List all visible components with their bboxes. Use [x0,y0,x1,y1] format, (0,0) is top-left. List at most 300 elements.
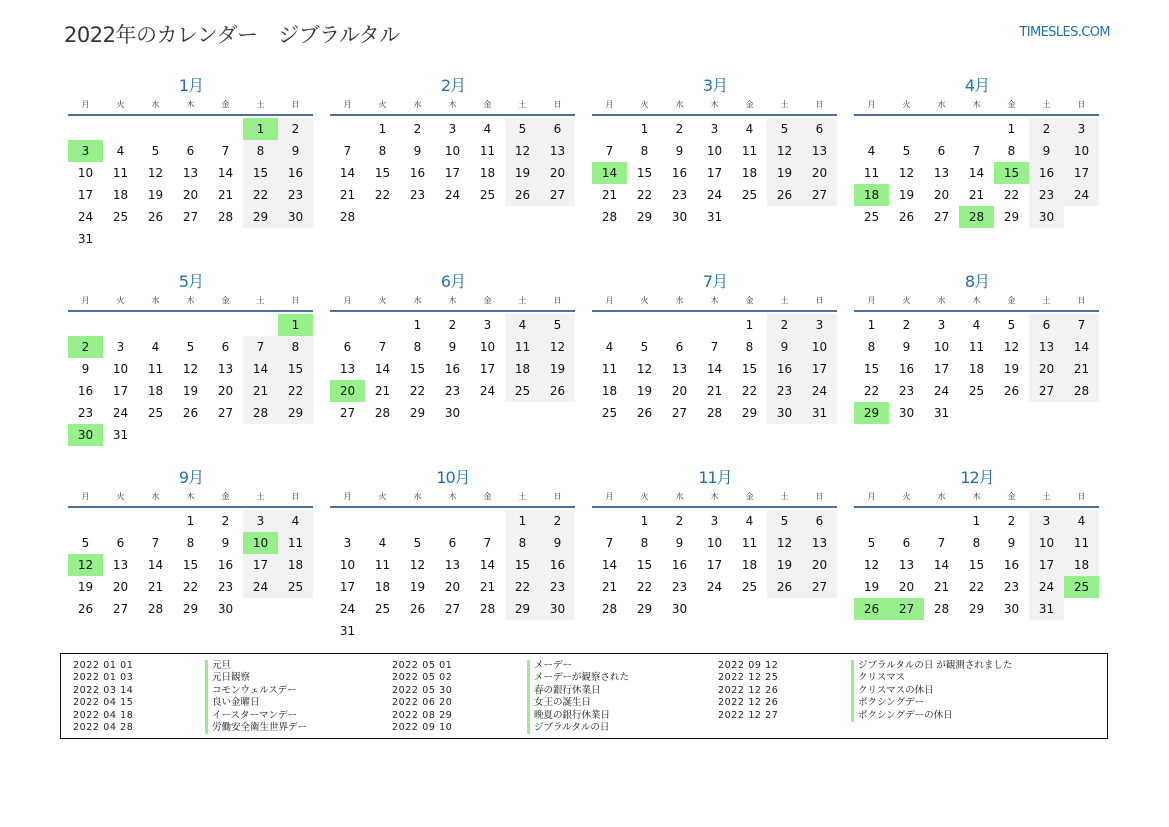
day-cell: 5 [81,536,90,550]
day-cell: 3 [1064,118,1099,140]
day-cell: 22 [505,576,540,598]
weekday-label: 月 [343,100,352,109]
header-divider [330,506,575,508]
day-cell: 14 [592,162,627,184]
day-cell: 27 [339,406,356,420]
day-cell: 25 [479,188,496,202]
day-cell: 24 [444,188,461,202]
header-divider [68,310,313,312]
weekday-header [592,490,838,504]
day-cell: 19 [540,358,575,380]
day-cell: 31 [112,428,129,442]
day-cell: 17 [112,384,129,398]
day-cell: 21 [601,580,618,594]
day-cell: 5 [540,314,575,336]
day-cell: 23 [444,384,461,398]
empty-cell [173,314,208,336]
holiday-date: 2022 09 12 [718,660,779,671]
weekday-label: 土 [256,492,265,501]
day-cell: 18 [505,358,540,380]
day-cell: 13 [802,140,837,162]
weekday-label: 木 [448,100,457,109]
day-cell: 16 [671,166,688,180]
day-cell: 11 [147,362,164,376]
month-title: 12月 [960,468,994,487]
empty-cell [924,118,959,140]
holiday-name: 元旦 [205,660,307,672]
day-cell: 3 [1029,510,1064,532]
weekday-label: 月 [343,296,352,305]
day-cell: 14 [479,558,496,572]
brand-logo[interactable]: TIMESLES.COM [1019,25,1110,40]
day-cell: 23 [1003,580,1020,594]
day-cell: 31 [77,232,94,246]
holiday-dates-column [392,660,452,734]
day-cell: 3 [937,318,946,332]
empty-cell [592,118,627,140]
day-cell: 10 [706,144,723,158]
weekday-label: 火 [640,100,649,109]
day-cell: 8 [640,144,649,158]
day-cell: 9 [675,536,684,550]
holiday-names-column [205,660,307,734]
weekday-label: 木 [186,296,195,305]
weekday-label: 金 [745,100,754,109]
day-cell: 7 [937,536,946,550]
day-cell: 28 [147,602,164,616]
day-cell: 15 [636,558,653,572]
empty-cell [697,314,732,336]
day-cell: 18 [374,580,391,594]
day-cell: 9 [413,144,422,158]
holiday-date: 2022 05 30 [392,684,453,696]
day-cell: 13 [933,166,950,180]
day-cell: 17 [479,362,496,376]
day-cell: 10 [339,558,356,572]
day-cell: 30 [278,206,313,228]
day-cell: 15 [374,166,391,180]
weekday-label: 火 [116,492,125,501]
holiday-date: 2022 12 26 [718,697,779,709]
holiday-date: 2022 05 02 [392,672,453,684]
month-title: 1月 [178,76,204,95]
day-cell: 6 [448,536,457,550]
day-cell: 11 [741,536,758,550]
day-cell: 30 [767,402,802,424]
day-cell: 27 [889,598,924,620]
day-cell: 2 [1007,514,1016,528]
empty-cell [208,118,243,140]
holiday-date: 2022 04 15 [73,697,134,709]
holiday-name: コモンウェルスデー [205,685,307,697]
day-cell: 30 [1003,602,1020,616]
holiday-name: 春の銀行休業日 [527,685,629,697]
days-grid [330,510,576,642]
calendar-grid [68,74,1102,662]
month-calendar [330,74,576,270]
day-cell: 4 [116,144,125,158]
empty-cell [330,510,365,532]
page-title: 2022年のカレンダー ジブラルタル [64,23,400,47]
day-cell: 10 [1029,532,1064,554]
holiday-name: ジブラルタルの日 [527,722,629,734]
day-cell: 25 [147,406,164,420]
weekday-label: 土 [256,100,265,109]
day-cell: 20 [802,554,837,576]
day-cell: 21 [339,188,356,202]
day-cell: 9 [221,536,230,550]
day-cell: 4 [483,122,492,136]
header-divider [592,310,837,312]
weekday-label: 月 [81,100,90,109]
weekday-label: 月 [867,296,876,305]
day-cell: 11 [968,340,985,354]
holiday-name: メーデーが観察された [527,672,629,684]
day-cell: 8 [413,340,422,354]
weekday-label: 土 [1042,100,1051,109]
day-cell: 12 [636,362,653,376]
weekday-label: 金 [483,100,492,109]
month-title: 3月 [702,76,728,95]
holiday-name: ボクシングデーの休日 [851,710,1012,722]
day-cell: 18 [854,184,889,206]
weekday-label: 木 [972,492,981,501]
header-divider [330,114,575,116]
day-cell: 2 [675,122,684,136]
weekday-label: 木 [448,296,457,305]
day-cell: 4 [278,510,313,532]
weekday-label: 金 [221,100,230,109]
day-cell: 3 [116,340,125,354]
weekday-header [68,294,314,308]
day-cell: 29 [854,402,889,424]
day-cell: 29 [409,406,426,420]
day-cell: 17 [77,188,94,202]
day-cell: 12 [68,554,103,576]
day-cell: 25 [278,576,313,598]
day-cell: 26 [898,210,915,224]
day-cell: 24 [479,384,496,398]
day-cell: 26 [77,602,94,616]
day-cell: 4 [1064,510,1099,532]
day-cell: 20 [112,580,129,594]
holiday-date: 2022 05 01 [392,660,453,671]
weekday-label: 金 [221,296,230,305]
day-cell: 31 [339,624,356,638]
day-cell: 6 [937,144,946,158]
day-cell: 2 [675,514,684,528]
day-cell: 7 [710,340,719,354]
day-cell: 26 [854,598,889,620]
day-cell: 30 [671,210,688,224]
day-cell: 12 [767,532,802,554]
month-calendar [592,466,838,662]
day-cell: 6 [116,536,125,550]
day-cell: 29 [505,598,540,620]
day-cell: 2 [1029,118,1064,140]
weekday-label: 日 [815,100,824,109]
day-cell: 12 [147,166,164,180]
day-cell: 18 [741,558,758,572]
day-cell: 17 [243,554,278,576]
day-cell: 6 [540,118,575,140]
weekday-label: 日 [1077,100,1086,109]
day-cell: 18 [479,166,496,180]
empty-cell [68,510,103,532]
day-cell: 7 [221,144,230,158]
day-cell: 8 [505,532,540,554]
day-cell: 14 [1064,336,1099,358]
day-cell: 6 [675,340,684,354]
day-cell: 9 [278,140,313,162]
day-cell: 19 [767,162,802,184]
day-cell: 9 [1029,140,1064,162]
day-cell: 28 [959,206,994,228]
day-cell: 1 [972,514,981,528]
day-cell: 9 [1007,536,1016,550]
day-cell: 20 [182,188,199,202]
weekday-label: 日 [1077,492,1086,501]
holiday-names-column [851,660,1012,722]
day-cell: 29 [1003,210,1020,224]
day-cell: 21 [968,188,985,202]
days-grid [68,118,314,250]
day-cell: 15 [741,362,758,376]
day-cell: 1 [640,122,649,136]
day-cell: 22 [374,188,391,202]
weekday-label: 金 [1007,100,1016,109]
day-cell: 20 [217,384,234,398]
weekday-label: 火 [640,296,649,305]
weekday-label: 日 [1077,296,1086,305]
weekday-label: 木 [448,492,457,501]
holiday-name: ジブラルタルの日 が観測されました [851,660,1012,672]
day-cell: 12 [898,166,915,180]
day-cell: 24 [933,384,950,398]
day-cell: 22 [278,380,313,402]
holiday-dates-column [73,660,133,734]
day-cell: 2 [767,314,802,336]
day-cell: 21 [933,580,950,594]
day-cell: 16 [767,358,802,380]
empty-cell [470,510,505,532]
day-cell: 10 [444,144,461,158]
day-cell: 11 [1064,532,1099,554]
day-cell: 22 [243,184,278,206]
day-cell: 16 [1029,162,1064,184]
weekday-header [854,294,1100,308]
month-calendar [592,270,838,466]
day-cell: 15 [182,558,199,572]
month-title: 7月 [702,272,728,291]
weekday-label: 火 [640,492,649,501]
day-cell: 15 [243,162,278,184]
day-cell: 4 [745,122,754,136]
weekday-label: 金 [483,492,492,501]
day-cell: 20 [540,162,575,184]
header-divider [592,506,837,508]
month-calendar [854,74,1100,270]
day-cell: 3 [710,122,719,136]
weekday-label: 火 [902,492,911,501]
weekday-label: 土 [780,296,789,305]
day-cell: 22 [1003,188,1020,202]
day-cell: 16 [217,558,234,572]
header-divider [68,114,313,116]
day-cell: 4 [505,314,540,336]
day-cell: 6 [221,340,230,354]
day-cell: 8 [186,536,195,550]
month-calendar [592,74,838,270]
day-cell: 23 [1029,184,1064,206]
day-cell: 24 [243,576,278,598]
day-cell: 27 [671,406,688,420]
day-cell: 4 [605,340,614,354]
day-cell: 17 [444,166,461,180]
day-cell: 10 [933,340,950,354]
weekday-label: 土 [780,492,789,501]
day-cell: 30 [898,406,915,420]
day-cell: 25 [968,384,985,398]
empty-cell [138,510,173,532]
weekday-label: 水 [151,296,160,305]
day-cell: 10 [479,340,496,354]
day-cell: 19 [409,580,426,594]
weekday-label: 月 [605,100,614,109]
month-title: 5月 [178,272,204,291]
empty-cell [959,118,994,140]
weekday-label: 月 [867,100,876,109]
day-cell: 12 [767,140,802,162]
day-cell: 26 [767,184,802,206]
day-cell: 18 [741,166,758,180]
day-cell: 19 [767,554,802,576]
day-cell: 18 [601,384,618,398]
day-cell: 29 [182,602,199,616]
holiday-list [60,653,1108,739]
day-cell: 8 [745,340,754,354]
day-cell: 26 [540,380,575,402]
empty-cell [330,118,365,140]
day-cell: 14 [968,166,985,180]
weekday-label: 木 [972,296,981,305]
weekday-label: 月 [81,296,90,305]
holiday-date: 2022 09 10 [392,722,453,734]
weekday-label: 木 [710,296,719,305]
day-cell: 25 [374,602,391,616]
day-cell: 24 [706,580,723,594]
empty-cell [662,314,697,336]
day-cell: 28 [933,602,950,616]
day-cell: 28 [1064,380,1099,402]
day-cell: 26 [767,576,802,598]
weekday-label: 日 [291,100,300,109]
month-title: 8月 [964,272,990,291]
day-cell: 28 [217,210,234,224]
day-cell: 1 [640,514,649,528]
weekday-label: 木 [972,100,981,109]
header-divider [854,506,1099,508]
day-cell: 21 [601,188,618,202]
day-cell: 16 [278,162,313,184]
day-cell: 27 [112,602,129,616]
day-cell: 23 [767,380,802,402]
day-cell: 3 [243,510,278,532]
day-cell: 7 [151,536,160,550]
day-cell: 14 [601,558,618,572]
day-cell: 19 [505,162,540,184]
holiday-date: 2022 06 20 [392,697,453,709]
day-cell: 23 [77,406,94,420]
empty-cell [208,314,243,336]
day-cell: 25 [112,210,129,224]
weekday-label: 火 [116,100,125,109]
day-cell: 30 [1029,206,1064,228]
month-title: 6月 [440,272,466,291]
day-cell: 29 [968,602,985,616]
day-cell: 22 [636,188,653,202]
day-cell: 23 [217,580,234,594]
day-cell: 24 [706,188,723,202]
day-cell: 8 [640,536,649,550]
holiday-name: 元日観察 [205,672,307,684]
month-calendar [68,74,314,270]
day-cell: 20 [933,188,950,202]
day-cell: 25 [741,580,758,594]
day-cell: 15 [505,554,540,576]
day-cell: 13 [444,558,461,572]
day-cell: 11 [863,166,880,180]
day-cell: 30 [671,602,688,616]
day-cell: 9 [767,336,802,358]
day-cell: 1 [745,318,754,332]
day-cell: 30 [68,424,103,446]
day-cell: 1 [186,514,195,528]
day-cell: 26 [182,406,199,420]
day-cell: 16 [898,362,915,376]
day-cell: 14 [147,558,164,572]
weekday-label: 月 [343,492,352,501]
empty-cell [592,510,627,532]
day-cell: 28 [243,402,278,424]
header-divider [854,114,1099,116]
day-cell: 13 [112,558,129,572]
day-cell: 5 [413,536,422,550]
day-cell: 26 [636,406,653,420]
day-cell: 15 [863,362,880,376]
day-cell: 17 [706,558,723,572]
empty-cell [400,510,435,532]
day-cell: 22 [968,580,985,594]
day-cell: 11 [278,532,313,554]
day-cell: 9 [448,340,457,354]
header-divider [330,310,575,312]
days-grid [592,118,838,228]
day-cell: 4 [745,514,754,528]
weekday-header [68,490,314,504]
day-cell: 27 [802,184,837,206]
day-cell: 8 [243,140,278,162]
weekday-label: 木 [186,492,195,501]
day-cell: 12 [540,336,575,358]
holiday-name: 良い金曜日 [205,697,307,709]
month-title: 2月 [440,76,466,95]
empty-cell [138,314,173,336]
weekday-label: 金 [745,296,754,305]
day-cell: 16 [671,558,688,572]
day-cell: 7 [378,340,387,354]
day-cell: 11 [505,336,540,358]
